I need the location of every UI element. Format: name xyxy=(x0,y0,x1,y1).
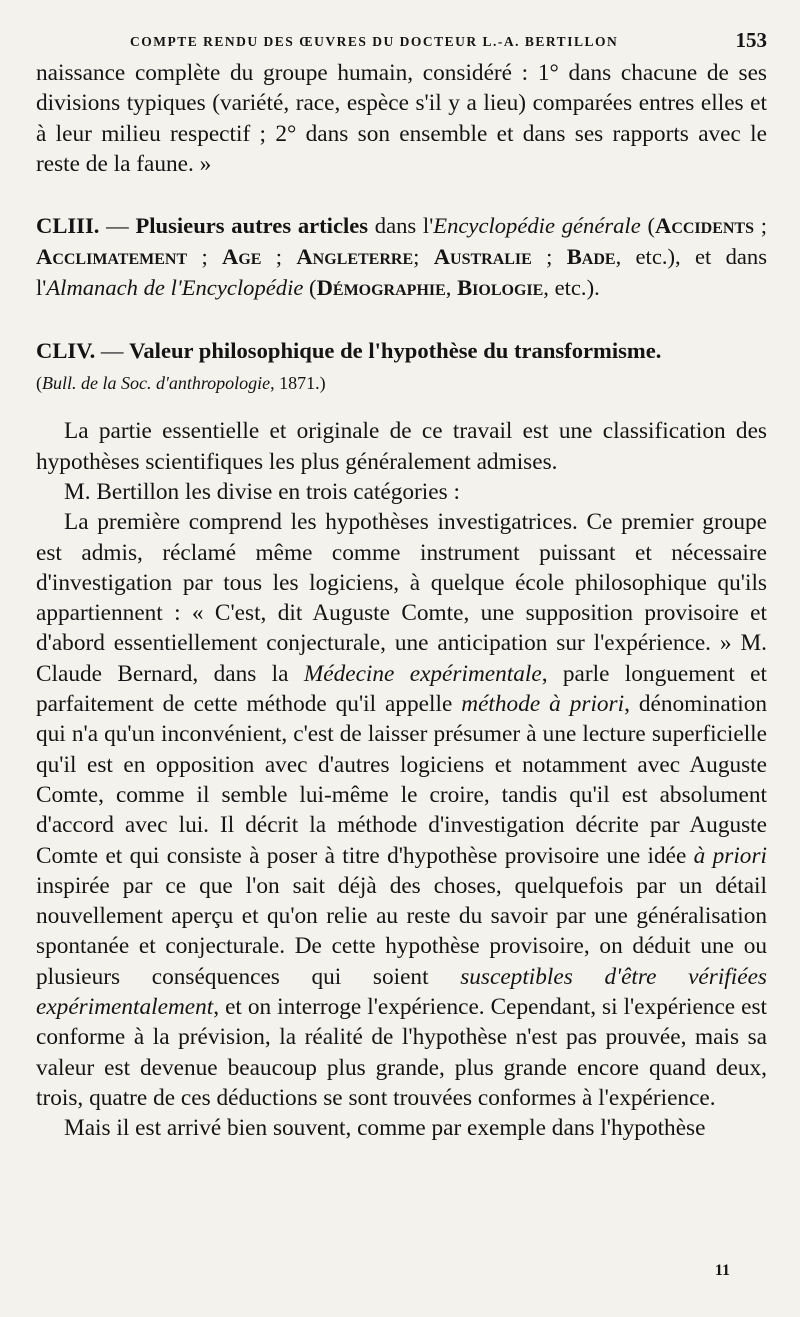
text-run: inspirée par ce que l'on sait déjà des choses, quelquefois par un détail nouvellement aperçu et qu'on relie au reste du savoir par une généralisation spontanée et conjecturale. De cette hypothèse provisoire, on déduit une ou plusieurs conséquences qui soient xyxy=(36,872,767,990)
page-number: 153 xyxy=(735,28,767,52)
topic: Démographie xyxy=(316,274,446,300)
ref-journal: Bull. de la Soc. d'anthropologie xyxy=(42,373,271,394)
topic: Australie xyxy=(433,243,532,269)
continuation-paragraph: naissance complète du groupe humain, considéré : 1° dans chacune de ses divisions typiques (variété, race, espèce s'il y a lieu) comparées entres elles et à leur milieu respectif ; 2° dans son ensemble et dans ses rapports avec le reste de la faune. » xyxy=(36,60,767,177)
paragraph-continuing: Mais il est arrivé bien souvent, comme par exemple dans l'hypothèse xyxy=(64,1115,706,1142)
entry-text: dans l' xyxy=(368,213,434,239)
separator: ; xyxy=(261,243,297,269)
entry-text: , etc.). xyxy=(543,274,600,300)
text-run: , dénomination qui n'a qu'un inconvénient, c'est de laisser présumer à une lecture superficielle qu'il est en opposition avec d'autres logiciens et notamment avec Auguste Comte, comme il semble lui-même le croire, tandis qu'il est absolument d'accord avec lui. Il décrit la méthode d'investigation décrite par Auguste Comte et qui consiste à poser à titre d'hypothèse provisoire une idée xyxy=(36,691,767,869)
topic: Accidents xyxy=(655,213,755,239)
signature-mark: 11 xyxy=(714,1262,730,1279)
ref-year: , 1871.) xyxy=(270,373,326,394)
separator: ; xyxy=(187,243,223,269)
entry-title: Valeur philosophique de l'hypothèse du transformisme. xyxy=(129,337,662,363)
separator: , xyxy=(445,274,458,300)
entry-number: CLIV. xyxy=(36,337,96,363)
text-run: , parle longuement et parfaitement de cette méthode qu'il appelle xyxy=(36,660,767,718)
topic: Acclimatement xyxy=(36,243,188,269)
italic-work-title: Médecine expérimentale xyxy=(303,660,542,687)
topic: Biologie xyxy=(457,274,544,300)
separator: ; xyxy=(754,213,768,239)
topic: Bade xyxy=(566,243,616,269)
ref-paren: ( xyxy=(36,373,42,394)
work-title: Encyclopédie générale xyxy=(433,213,641,239)
paragraph-categories: M. Bertillon les divise en trois catégories : xyxy=(64,478,460,505)
entry-cliv: CLIV. — Valeur philosophique de l'hypothèse du transformisme. xyxy=(36,337,662,363)
separator: ; xyxy=(531,243,567,269)
topic: Age xyxy=(222,243,262,269)
book-page xyxy=(36,28,767,1144)
topic: Angleterre xyxy=(296,243,414,269)
bibliographic-reference xyxy=(36,370,759,396)
italic-term: à priori xyxy=(693,842,767,869)
running-header xyxy=(36,28,767,58)
entry-title: Plusieurs autres articles xyxy=(135,213,369,239)
entry-cliii: CLIII. — Plusieurs autres articles dans l'Encyclopédie générale (Accidents ; Acclimatement ; Age ; Angleterre; Australie ; Bade, etc.), et dans l'Almanach de l'Encyclopédie (Démographie, Biologie, etc.). xyxy=(36,213,768,300)
entry-text: ( xyxy=(303,274,317,300)
paragraph-intro: La partie essentielle et originale de ce travail est une classification des hypothèses scientifiques les plus généralement admises. xyxy=(36,418,767,475)
text-run: La première comprend les hypothèses investigatrices. Ce premier groupe est admis, réclamé même comme instrument puissant et nécessaire d'investigation par tous les logiciens, à quelque école philosophique qu'ils appartiennent : « C'est, dit Auguste Comte, une supposition provisoire et d'abord essentiellement conjecturale, une anticipation sur l'expérience. » M. Claude Bernard, dans la xyxy=(36,509,767,687)
running-title: COMPTE RENDU DES ŒUVRES DU DOCTEUR L.-A. BERTILLON xyxy=(130,34,619,49)
entry-text: ( xyxy=(640,213,655,239)
entry-text: , etc.), et dans l' xyxy=(36,243,767,300)
italic-phrase: susceptibles d'être vérifiées expérimentalement xyxy=(36,963,767,1021)
text-run: , et on interroge l'expérience. Cependant, si l'expérience est conforme à la prévision, la réalité de l'hypothèse n'est pas prouvée, mais sa valeur est devenue beaucoup plus grande, plus grande encore quand deux, trois, quatre de ces déductions se sont trouvées conformes à l'expérience. xyxy=(36,994,767,1111)
separator: ; xyxy=(413,243,434,269)
italic-term: méthode à priori xyxy=(461,691,625,718)
entry-number: CLIII. xyxy=(36,213,100,239)
paragraph-first-category xyxy=(36,507,767,1113)
work-title: Almanach de l'Encyclopédie xyxy=(46,274,304,300)
